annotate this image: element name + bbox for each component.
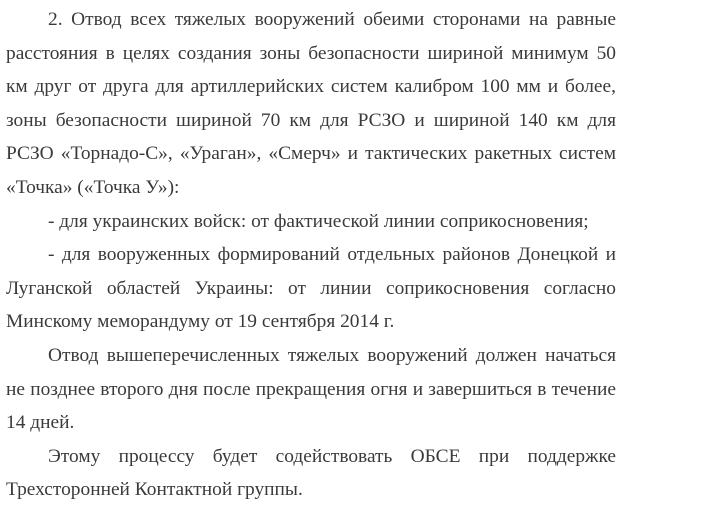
paragraph-armed-formations: - для вооруженных формирований отдельных районов Донецкой и Луганской областей Украины: от линии соприкосновения согласно Минскому меморандуму от 19 сентября 2014 г. [6,244,616,333]
document-body [6,3,616,507]
paragraph-osce-support: Этому процессу будет содействовать ОБСЕ при поддержке Трехсторонней Контактной группы. [6,445,616,501]
paragraph-withdrawal-timeline: Отвод вышеперечисленных тяжелых вооружений должен начаться не позднее второго дня после прекращения огня и завершиться в течение 14 дней. [6,344,616,434]
paragraph-weapons-withdrawal: 2. Отвод всех тяжелых вооружений обеими сторонами на равные расстояния в целях создания зоны безопасности шириной минимум 50 км друг от друга для артиллерийских систем калибром 100 мм и более, зоны безопасности шириной 70 км для РСЗО и шириной 140 км для РСЗО «Торнадо-С», «Ураган», «Смерч» и тактических ракетных систем «Точка» («Точка У»): [6,9,616,198]
paragraph-ukrainian-forces: - для украинских войск: от фактической линии соприкосновения; [48,210,589,232]
